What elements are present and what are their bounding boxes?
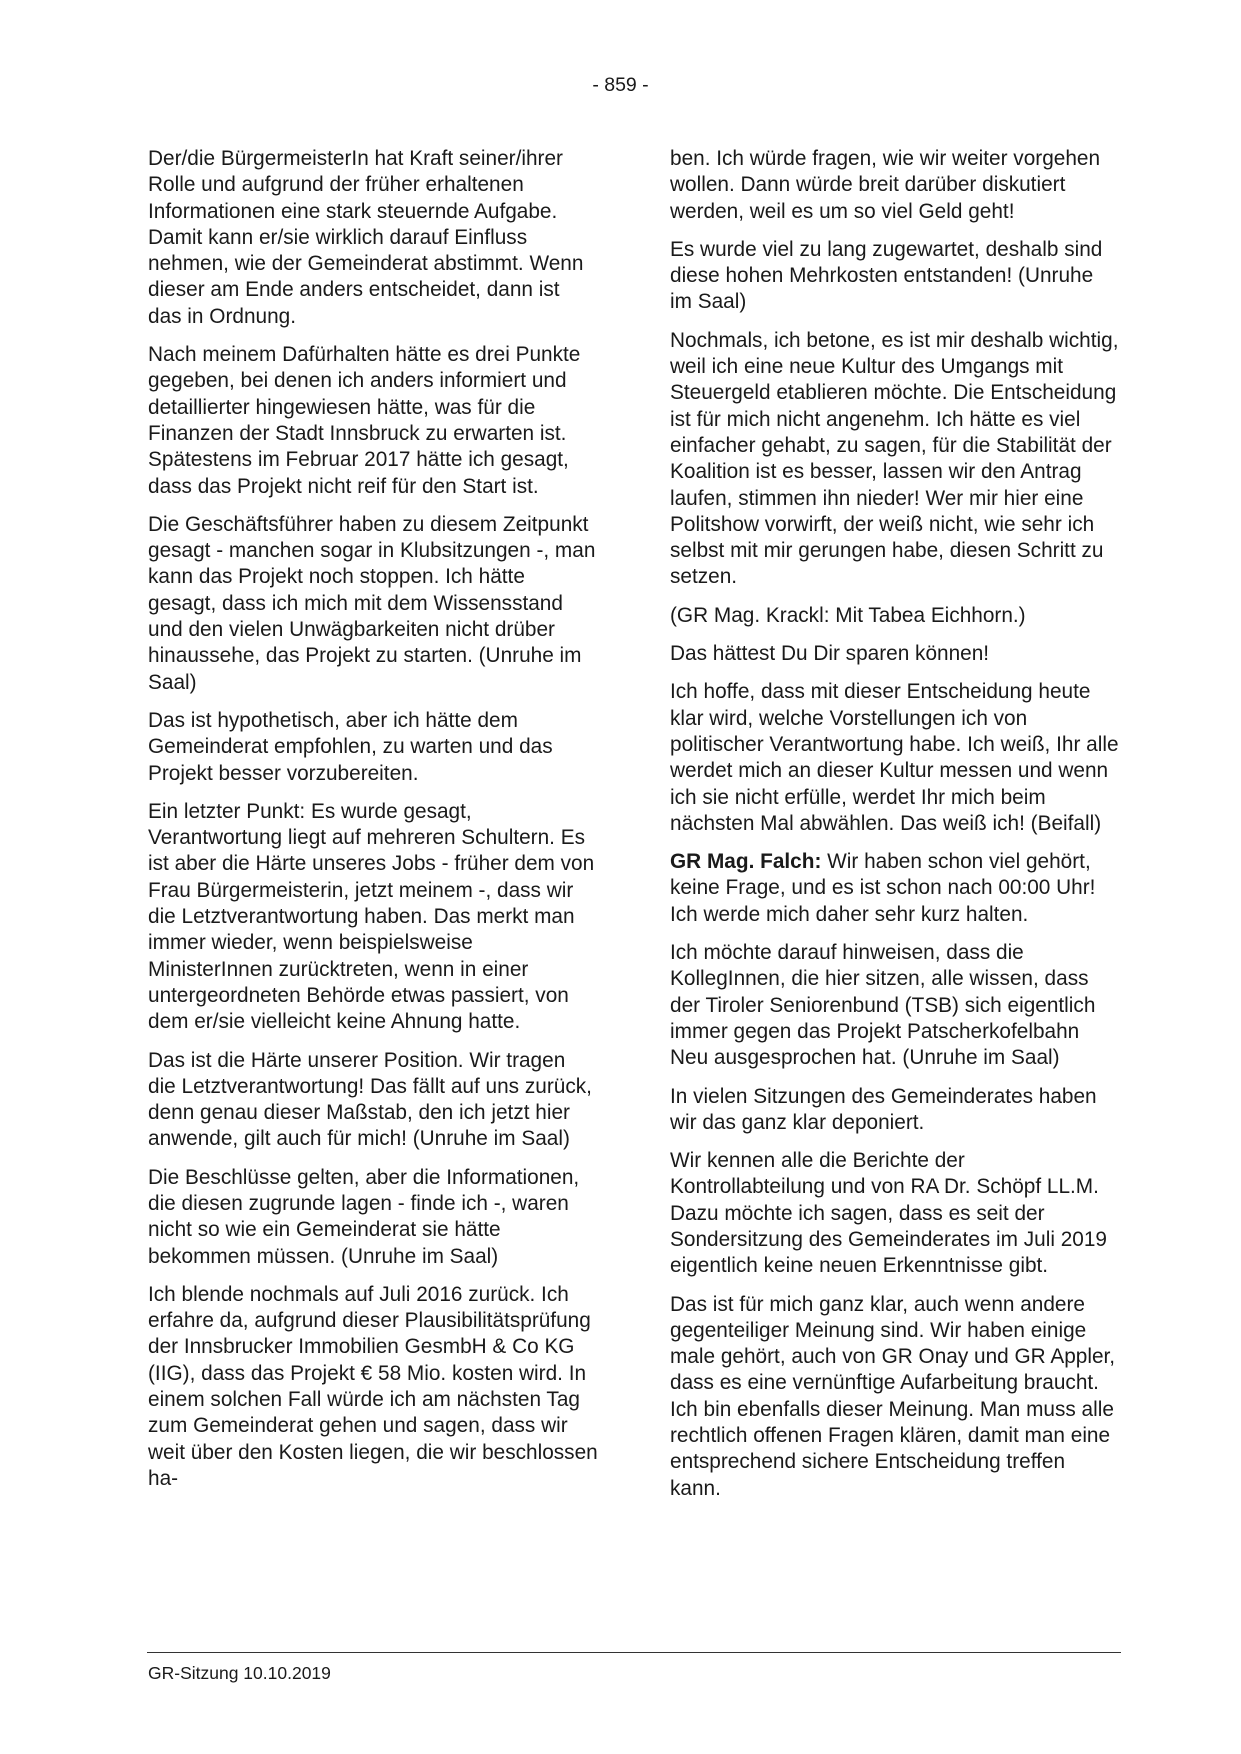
paragraph: Ich blende nochmals auf Juli 2016 zurück. Ich erfahre da, aufgrund dieser Plausibilitätsprüfung der Innsbrucker Immobilien GesmbH & Co KG (IIG), dass das Projekt € 58 Mio. kosten wird. In einem solchen Fall würde ich am nächsten Tag zum Gemeinderat gehen und sagen, dass wir weit über den Kosten liegen, die wir beschlossen ha- bbox=[148, 1282, 598, 1490]
paragraph: Das ist für mich ganz klar, auch wenn andere gegenteiliger Meinung sind. Wir haben einige male gehört, auch von GR Onay und GR Appler, dass es eine vernünftige Aufarbeitung braucht. Ich bin ebenfalls dieser Meinung. Man muss alle rechtlich offenen Fragen klären, damit man eine entsprechend sichere Entscheidung treffen kann. bbox=[670, 1292, 1116, 1500]
speaker-name: GR Mag. Falch: bbox=[670, 850, 822, 874]
interjection: (GR Mag. Krackl: Mit Tabea Eichhorn.) bbox=[670, 603, 1026, 627]
paragraph: In vielen Sitzungen des Gemeinderates haben wir das ganz klar deponiert. bbox=[670, 1084, 1097, 1134]
footer-session: GR-Sitzung 10.10.2019 bbox=[148, 1663, 331, 1683]
speaker-text: Wir haben schon viel gehört, keine Frage, und es ist schon nach 00:00 Uhr! Ich werde mich daher sehr kurz halten. bbox=[670, 850, 1096, 926]
paragraph: Es wurde viel zu lang zugewartet, deshalb sind diese hohen Mehrkosten entstanden! (Unruhe im Saal) bbox=[670, 237, 1103, 314]
paragraph: Nochmals, ich betone, es ist mir deshalb wichtig, weil ich eine neue Kultur des Umgangs mit Steuergeld etablieren möchte. Die Entscheidung ist für mich nicht angenehm. Ich hätte es viel einfacher gehabt, zu sagen, für die Stabilität der Koalition ist es besser, lassen wir den Antrag laufen, stimmen ihn nieder! Wer mir hier eine Politshow vorwirft, der weiß nicht, wie sehr ich selbst mit mir gerungen habe, diesen Schritt zu setzen. bbox=[670, 328, 1119, 589]
left-column bbox=[148, 146, 598, 1504]
paragraph: Wir kennen alle die Berichte der Kontrollabteilung und von RA Dr. Schöpf LL.M. Dazu möchte ich sagen, dass es seit der Sondersitzung des Gemeinderates im Juli 2019 eigentlich keine neuen Erkenntnisse gibt. bbox=[670, 1149, 1107, 1278]
paragraph: Die Geschäftsführer haben zu diesem Zeitpunkt gesagt - manchen sogar in Klubsitzungen -, man kann das Projekt noch stoppen. Ich hätte gesagt, dass ich mich mit dem Wissensstand und den vielen Unwägbarkeiten nicht drüber hinaussehe, das Projekt zu starten. (Unruhe im Saal) bbox=[148, 512, 596, 694]
paragraph: Ich hoffe, dass mit dieser Entscheidung heute klar wird, welche Vorstellungen ich von politischer Verantwortung habe. Ich weiß, Ihr alle werdet mich an dieser Kultur messen und wenn ich sie nicht erfülle, werdet Ihr mich beim nächsten Mal abwählen. Das weiß ich! (Beifall) bbox=[670, 680, 1119, 835]
paragraph: ben. Ich würde fragen, wie wir weiter vorgehen wollen. Dann würde breit darüber diskutiert werden, weil es um so viel Geld geht! bbox=[670, 147, 1101, 223]
paragraph: Die Beschlüsse gelten, aber die Informationen, die diesen zugrunde lagen - finde ich -, waren nicht so wie ein Gemeinderat sie hätte bekommen müssen. (Unruhe im Saal) bbox=[148, 1165, 580, 1268]
paragraph: Nach meinem Dafürhalten hätte es drei Punkte gegeben, bei denen ich anders informiert und detaillierter hingewiesen hätte, was für die Finanzen der Stadt Innsbruck zu erwarten ist. Spätestens im Februar 2017 hätte ich gesagt, dass das Projekt nicht reif für den Start ist. bbox=[148, 343, 581, 498]
paragraph: Ich möchte darauf hinweisen, dass die KollegInnen, die hier sitzen, alle wissen, dass der Tiroler Seniorenbund (TSB) sich eigentlich immer gegen das Projekt Patscherkofelbahn Neu ausgesprochen hat. (Unruhe im Saal) bbox=[670, 941, 1096, 1070]
paragraph: Ein letzter Punkt: Es wurde gesagt, Verantwortung liegt auf mehreren Schultern. Es ist aber die Härte unseres Jobs - früher dem von Frau Bürgermeisterin, jetzt meinem -, dass wir die Letztverantwortung haben. Das merkt man immer wieder, wenn beispielsweise MinisterInnen zurücktreten, wenn in einer untergeordneten Behörde etwas passiert, von dem er/sie vielleicht keine Ahnung hatte. bbox=[148, 799, 595, 1034]
paragraph: Das ist hypothetisch, aber ich hätte dem Gemeinderat empfohlen, zu warten und das Projekt besser vorzubereiten. bbox=[148, 708, 553, 785]
paragraph: Der/die BürgermeisterIn hat Kraft seiner/ihrer Rolle und aufgrund der früher erhaltenen Informationen eine stark steuernde Aufgabe. Damit kann er/sie wirklich darauf Einfluss nehmen, wie der Gemeinderat abstimmt. Wenn dieser am Ende anders entscheidet, dann ist das in Ordnung. bbox=[148, 147, 584, 328]
right-column bbox=[670, 146, 1120, 1514]
footer-divider bbox=[147, 1652, 1121, 1653]
paragraph: Das hättest Du Dir sparen können! bbox=[670, 642, 990, 666]
paragraph: Das ist die Härte unserer Position. Wir tragen die Letztverantwortung! Das fällt auf uns zurück, denn genau dieser Maßstab, den ich jetzt hier anwende, gilt auch für mich! (Unruhe im Saal) bbox=[148, 1048, 592, 1151]
page-number: - 859 - bbox=[592, 74, 649, 96]
speaker-paragraph bbox=[670, 849, 1120, 928]
